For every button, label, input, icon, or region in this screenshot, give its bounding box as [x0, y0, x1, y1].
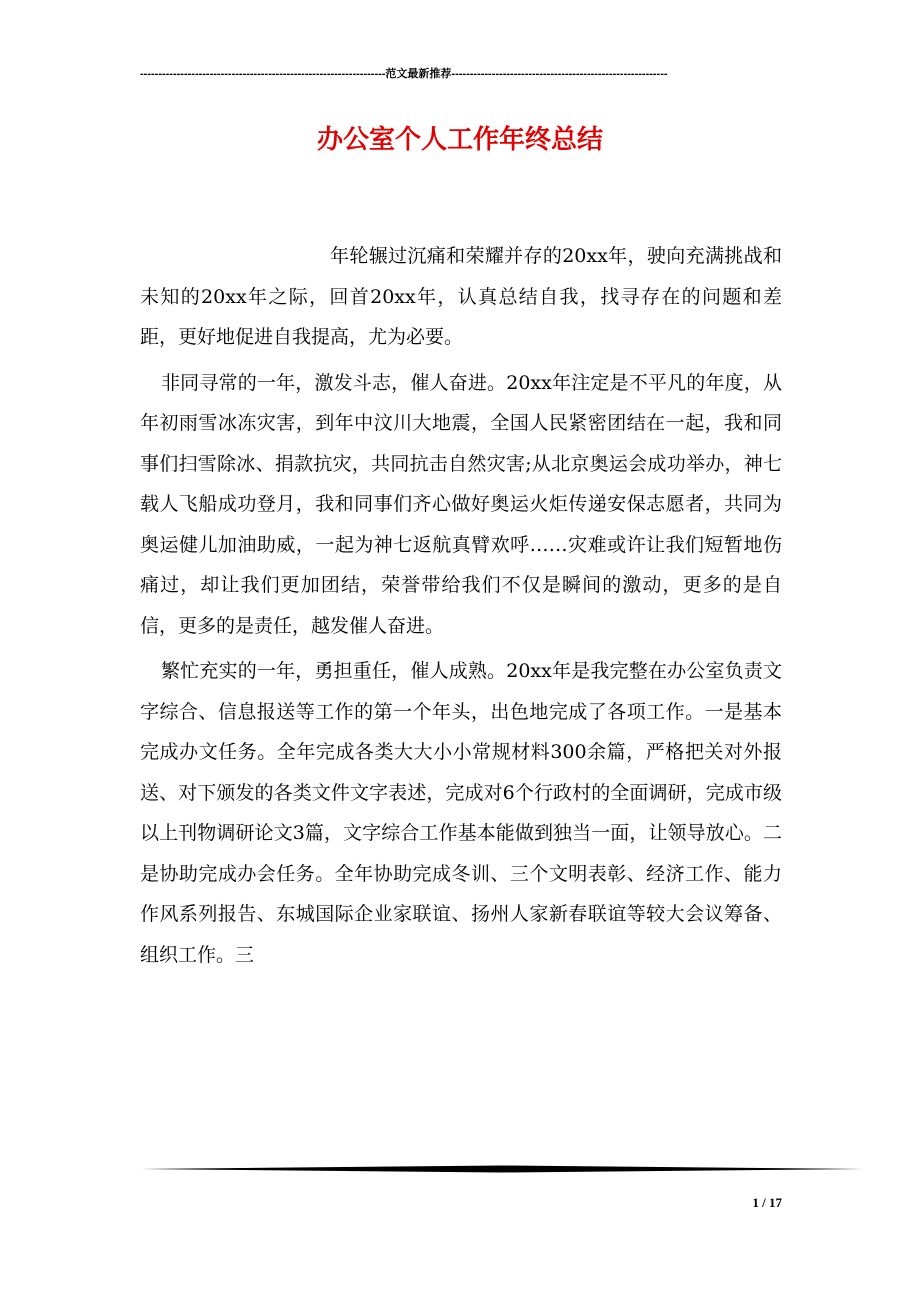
- page-number: 1 / 17: [752, 1195, 782, 1210]
- paragraph-1: 年轮辗过沉痛和荣耀并存的20xx年，驶向充满挑战和未知的20xx年之际，回首20xx年，认真总结自我，找寻存在的问题和差距，更好地促进自我提高，尤为必要。: [140, 245, 782, 348]
- document-body: [140, 236, 782, 975]
- header-rule: -------------------------------------------------------------------范文最新推荐-----------------------------------------------------------: [140, 68, 668, 80]
- paragraph-2: 非同寻常的一年，激发斗志，催人奋进。20xx年注定是不平凡的年度，从年初雨雪冰冻灾害，到年中汶川大地震，全国人民紧密团结在一起，我和同事们扫雪除冰、捐款抗灾，共同抗击自然灾害;从北京奥运会成功举办，神七载人飞船成功登月，我和同事们齐心做好奥运火炬传递安保志愿者，共同为奥运健儿加油助威，一起为神七返航真臂欢呼……灾难或许让我们短暂地伤痛过，却让我们更加团结，荣誉带给我们不仅是瞬间的激动，更多的是自信，更多的是责任，越发催人奋进。: [140, 371, 782, 637]
- paragraph-3: 繁忙充实的一年，勇担重任，催人成熟。20xx年是我完整在办公室负责文字综合、信息报送等工作的第一个年头，出色地完成了各项工作。一是基本完成办文任务。全年完成各类大大小小常规材料300余篇，严格把关对外报送、对下颁发的各类文件文字表述，完成对6个行政村的全面调研，完成市级以上刊物调研论文3篇，文字综合工作基本能做到独当一面，让领导放心。二是协助完成办会任务。全年协助完成冬训、三个文明表彰、经济工作、能力作风系列报告、东城国际企业家联谊、扬州人家新春联谊等较大会议筹备、组织工作。三: [140, 660, 782, 966]
- document-title: 办公室个人工作年终总结: [316, 125, 603, 155]
- footer-divider: [140, 1165, 864, 1173]
